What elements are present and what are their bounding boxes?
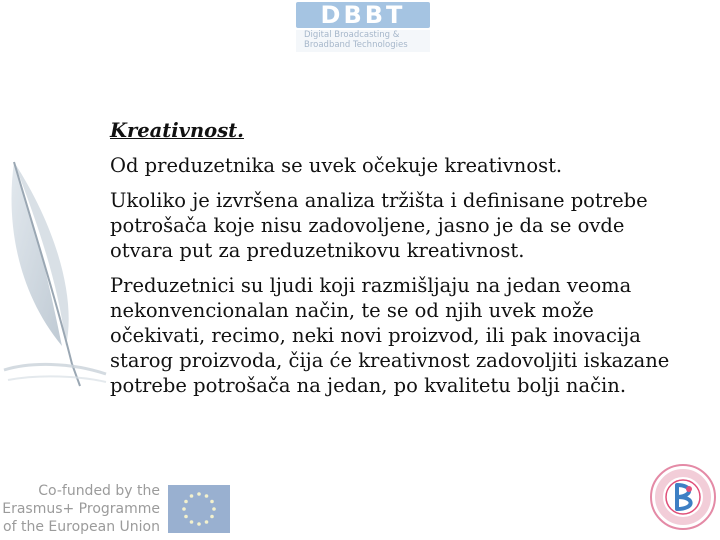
eu-cofunded-text (0, 482, 160, 536)
dbbt-logo-line1: Digital Broadcasting & (304, 30, 400, 40)
dbbt-logo-subtitle (296, 30, 430, 52)
content-paragraph-3: Preduzetnici su ljudi koji razmišljaju na jedan veoma nekonvencionalan način, te se od njih uvek može očekivati, recimo, neki novi proizvod, ili pak inovacija starog proizvoda, čija će kreativnost zadovoljiti iskazane potrebe potrošača na jedan, po kvalitetu bolji način. (110, 274, 670, 397)
eu-line-2: Erasmus+ Programme (2, 501, 160, 517)
eu-line-1: Co-funded by the (38, 483, 160, 499)
dbbt-logo (296, 2, 432, 52)
content (110, 118, 690, 408)
dbbt-logo-name: DBBT (320, 1, 406, 29)
eu-line-3: of the European Union (3, 519, 160, 535)
content-heading: Kreativnost. (110, 119, 244, 142)
feather-icon (0, 150, 110, 390)
dbbt-logo-box (296, 2, 430, 28)
university-seal-icon (649, 463, 717, 531)
eu-flag-icon (168, 485, 230, 533)
dbbt-logo-line2: Broadband Technologies (304, 40, 408, 50)
content-paragraph-2: Ukoliko je izvršena analiza tržišta i definisane potrebe potrošača koje nisu zadovoljene, jasno je da se ovde otvara put za preduzetnikovu kreativnost. (110, 189, 648, 262)
content-paragraph-1: Od preduzetnika se uvek očekuje kreativnost. (110, 154, 563, 177)
